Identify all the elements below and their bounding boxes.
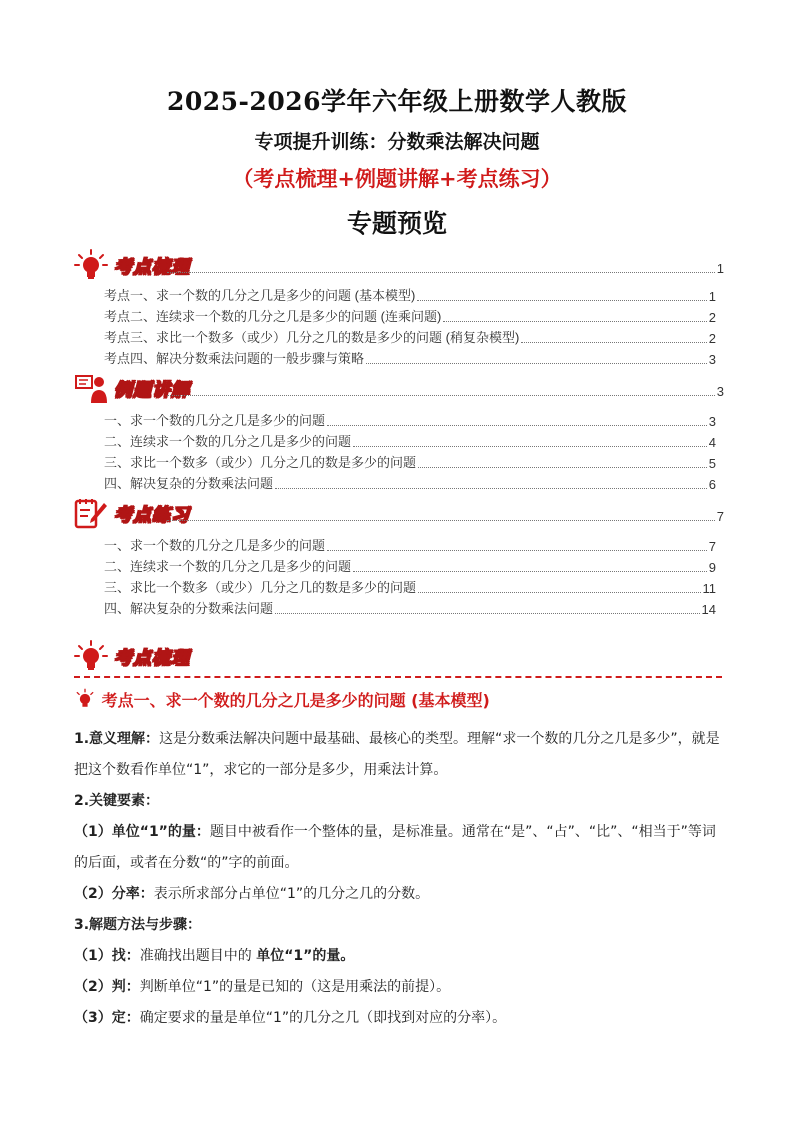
toc-section-label: 考点梳理 [114,257,190,278]
toc-item[interactable]: 一、求一个数的几分之几是多少的问题 3 [104,413,716,429]
key-point-title-text: 考点一、求一个数的几分之几是多少的问题 (基本模型) [101,691,490,710]
document-subtitle: 专项提升训练：分数乘法解决问题 [254,131,540,153]
paragraph-label: （2）判： [74,979,140,995]
paragraph-step-judge [74,972,722,1003]
toc-line-section-2[interactable]: 3 [74,380,724,399]
toc-item[interactable]: 三、求比一个数多（或少）几分之几的数是多少的问题 5 [104,455,716,471]
toc-item[interactable]: 考点一、求一个数的几分之几是多少的问题 (基本模型) 1 [104,288,716,304]
toc-item[interactable]: 四、解决复杂的分数乘法问题 6 [104,476,716,492]
content-section-label: 考点梳理 [114,648,190,669]
toc-item[interactable]: 四、解决复杂的分数乘法问题 14 [104,601,716,617]
document-tagline: （考点梳理+例题讲解+考点练习） [232,166,562,191]
paragraph-label: （1）单位“1”的量： [74,824,210,840]
paragraph-label: 2.关键要素： [74,793,160,809]
paragraph-label: 1.意义理解： [74,731,160,747]
toc-item[interactable]: 考点四、解决分数乘法问题的一般步骤与策略 3 [104,351,716,367]
document-title: 2025-2026学年六年级上册数学人教版 [166,87,628,116]
paragraph-emphasis: 单位“1”的量。 [256,948,355,964]
paragraph-meaning [74,724,722,786]
toc-item[interactable]: 考点二、连续求一个数的几分之几是多少的问题 (连乘问题) 2 [104,309,716,325]
paragraph-fraction-rate [74,879,722,910]
paragraph-step-find [74,941,722,972]
paragraph-step-determine [74,1003,722,1034]
toc-item[interactable]: 三、求比一个数多（或少）几分之几的数是多少的问题 11 [104,580,716,596]
paragraph-label: （1）找： [74,948,140,964]
paragraph-unit-one [74,817,722,879]
lightbulb-icon [74,688,96,710]
preview-heading: 专题预览 [346,209,447,238]
toc-item[interactable]: 考点三、求比一个数多（或少）几分之几的数是多少的问题 (稍复杂模型) 2 [104,330,716,346]
paragraph-text: 确定要求的量是单位“1”的几分之几（即找到对应的分率）。 [139,1010,507,1026]
toc-item[interactable]: 二、连续求一个数的几分之几是多少的问题 4 [104,434,716,450]
paragraph-key-elements [74,786,722,817]
toc-item[interactable]: 二、连续求一个数的几分之几是多少的问题 9 [104,559,716,575]
section-divider [74,676,722,678]
paragraph-text: 表示所求部分占单位“1”的几分之几的分数。 [153,886,430,902]
toc-line-section-1[interactable]: 1 [74,257,724,276]
key-point-title [74,688,490,711]
paragraph-text: 准确找出题目中的 [139,948,257,964]
paragraph-text: 题目中被看作一个整体的量，是标准量。通常在“是”、“占”、“比”、“相当于”等词的后面，或者在分数“的”字的前面。 [74,824,716,871]
toc-section-label: 考点练习 [114,505,190,526]
paragraph-label: （2）分率： [74,886,154,902]
content-section-header [74,640,724,672]
toc-section-label: 例题讲解 [114,380,190,401]
paragraph-text: 判断单位“1”的量是已知的（这是用乘法的前提）。 [139,979,451,995]
paragraph-label: （3）定： [74,1010,140,1026]
toc-line-section-3[interactable]: 7 [74,505,724,524]
lightbulb-icon [74,640,108,672]
toc-item[interactable]: 一、求一个数的几分之几是多少的问题 7 [104,538,716,554]
paragraph-method [74,910,722,941]
paragraph-text: 这是分数乘法解决问题中最基础、最核心的类型。理解“求一个数的几分之几是多少”，就是把这个数看作单位“1”，求它的一部分是多少，用乘法计算。 [74,731,720,778]
paragraph-label: 3.解题方法与步骤： [74,917,202,933]
